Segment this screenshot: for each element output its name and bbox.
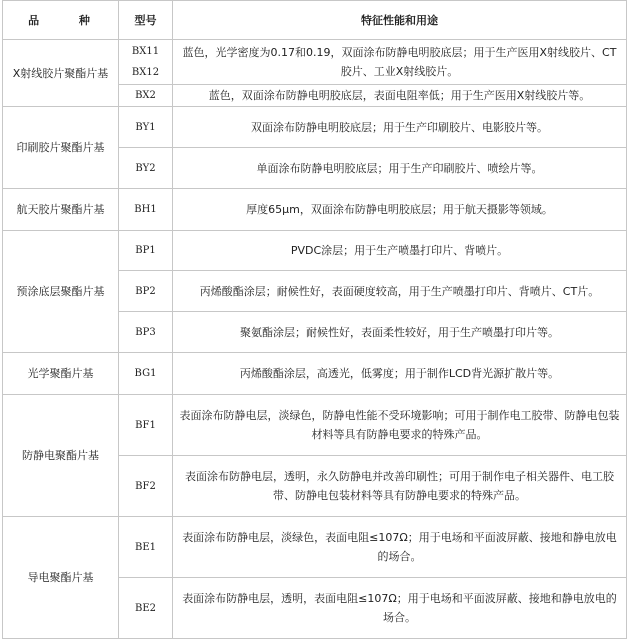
model-cell: BP3 <box>119 312 173 353</box>
feature-cell: 聚氨酯涂层；耐候性好，表面柔性较好，用于生产喷墨打印片等。 <box>173 312 627 353</box>
table-row <box>3 189 627 231</box>
table-row <box>3 395 627 456</box>
feature-cell: 蓝色，双面涂布防静电明胶底层，表面电阻率低；用于生产医用X射线胶片等。 <box>173 85 627 107</box>
variety-cell: 印刷胶片聚酯片基 <box>3 107 119 189</box>
variety-cell: 光学聚酯片基 <box>3 353 119 395</box>
feature-cell: 丙烯酸酯涂层；耐候性好，表面硬度较高，用于生产喷墨打印片、背喷片、CT片。 <box>173 271 627 312</box>
feature-cell: 单面涂布防静电明胶底层；用于生产印刷胶片、喷绘片等。 <box>173 148 627 189</box>
model-cell: BY1 <box>119 107 173 148</box>
table-row <box>3 231 627 271</box>
header-features: 特征性能和用途 <box>173 1 627 40</box>
model-cell: BF2 <box>119 456 173 517</box>
variety-cell: 航天胶片聚酯片基 <box>3 189 119 231</box>
model-cell: BE2 <box>119 578 173 639</box>
model-cell <box>119 40 173 85</box>
model-cell: BY2 <box>119 148 173 189</box>
table-row <box>3 107 627 148</box>
product-table <box>2 0 627 639</box>
table-row <box>3 40 627 85</box>
table-row <box>3 353 627 395</box>
model-cell: BG1 <box>119 353 173 395</box>
model-cell: BP2 <box>119 271 173 312</box>
variety-cell: X射线胶片聚酯片基 <box>3 40 119 107</box>
model-cell: BE1 <box>119 517 173 578</box>
variety-cell: 预涂底层聚酯片基 <box>3 231 119 353</box>
feature-cell: PVDC涂层；用于生产喷墨打印片、背喷片。 <box>173 231 627 271</box>
table-header-row <box>3 1 627 40</box>
feature-cell: 丙烯酸酯涂层，高透光，低雾度；用于制作LCD背光源扩散片等。 <box>173 353 627 395</box>
feature-cell: 双面涂布防静电明胶底层；用于生产印刷胶片、电影胶片等。 <box>173 107 627 148</box>
header-variety: 品 种 <box>3 1 119 40</box>
feature-cell: 表面涂布防静电层，透明，永久防静电并改善印刷性；可用于制作电子相关器件、电工胶带、防静电包装材料等具有防静电要求的特殊产品。 <box>173 456 627 517</box>
header-model: 型号 <box>119 1 173 40</box>
feature-cell: 表面涂布防静电层，淡绿色，防静电性能不受环境影响；可用于制作电工胶带、防静电包装材料等具有防静电要求的特殊产品。 <box>173 395 627 456</box>
feature-cell: 表面涂布防静电层，透明，表面电阻≤107Ω；用于电场和平面波屏蔽、接地和静电放电的场合。 <box>173 578 627 639</box>
model-cell: BH1 <box>119 189 173 231</box>
feature-cell: 厚度65μm，双面涂布防静电明胶底层；用于航天摄影等领域。 <box>173 189 627 231</box>
variety-cell: 防静电聚酯片基 <box>3 395 119 517</box>
table-row <box>3 517 627 578</box>
model-cell: BP1 <box>119 231 173 271</box>
model-cell: BF1 <box>119 395 173 456</box>
feature-cell: 蓝色，光学密度为0.17和0.19，双面涂布防静电明胶底层；用于生产医用X射线胶片、CT胶片、工业X射线胶片。 <box>173 40 627 85</box>
model-code: BX12 <box>131 67 160 78</box>
model-code: BX11 <box>131 46 160 57</box>
feature-cell: 表面涂布防静电层，淡绿色，表面电阻≤107Ω；用于电场和平面波屏蔽、接地和静电放电的场合。 <box>173 517 627 578</box>
variety-cell: 导电聚酯片基 <box>3 517 119 639</box>
model-cell: BX2 <box>119 85 173 107</box>
